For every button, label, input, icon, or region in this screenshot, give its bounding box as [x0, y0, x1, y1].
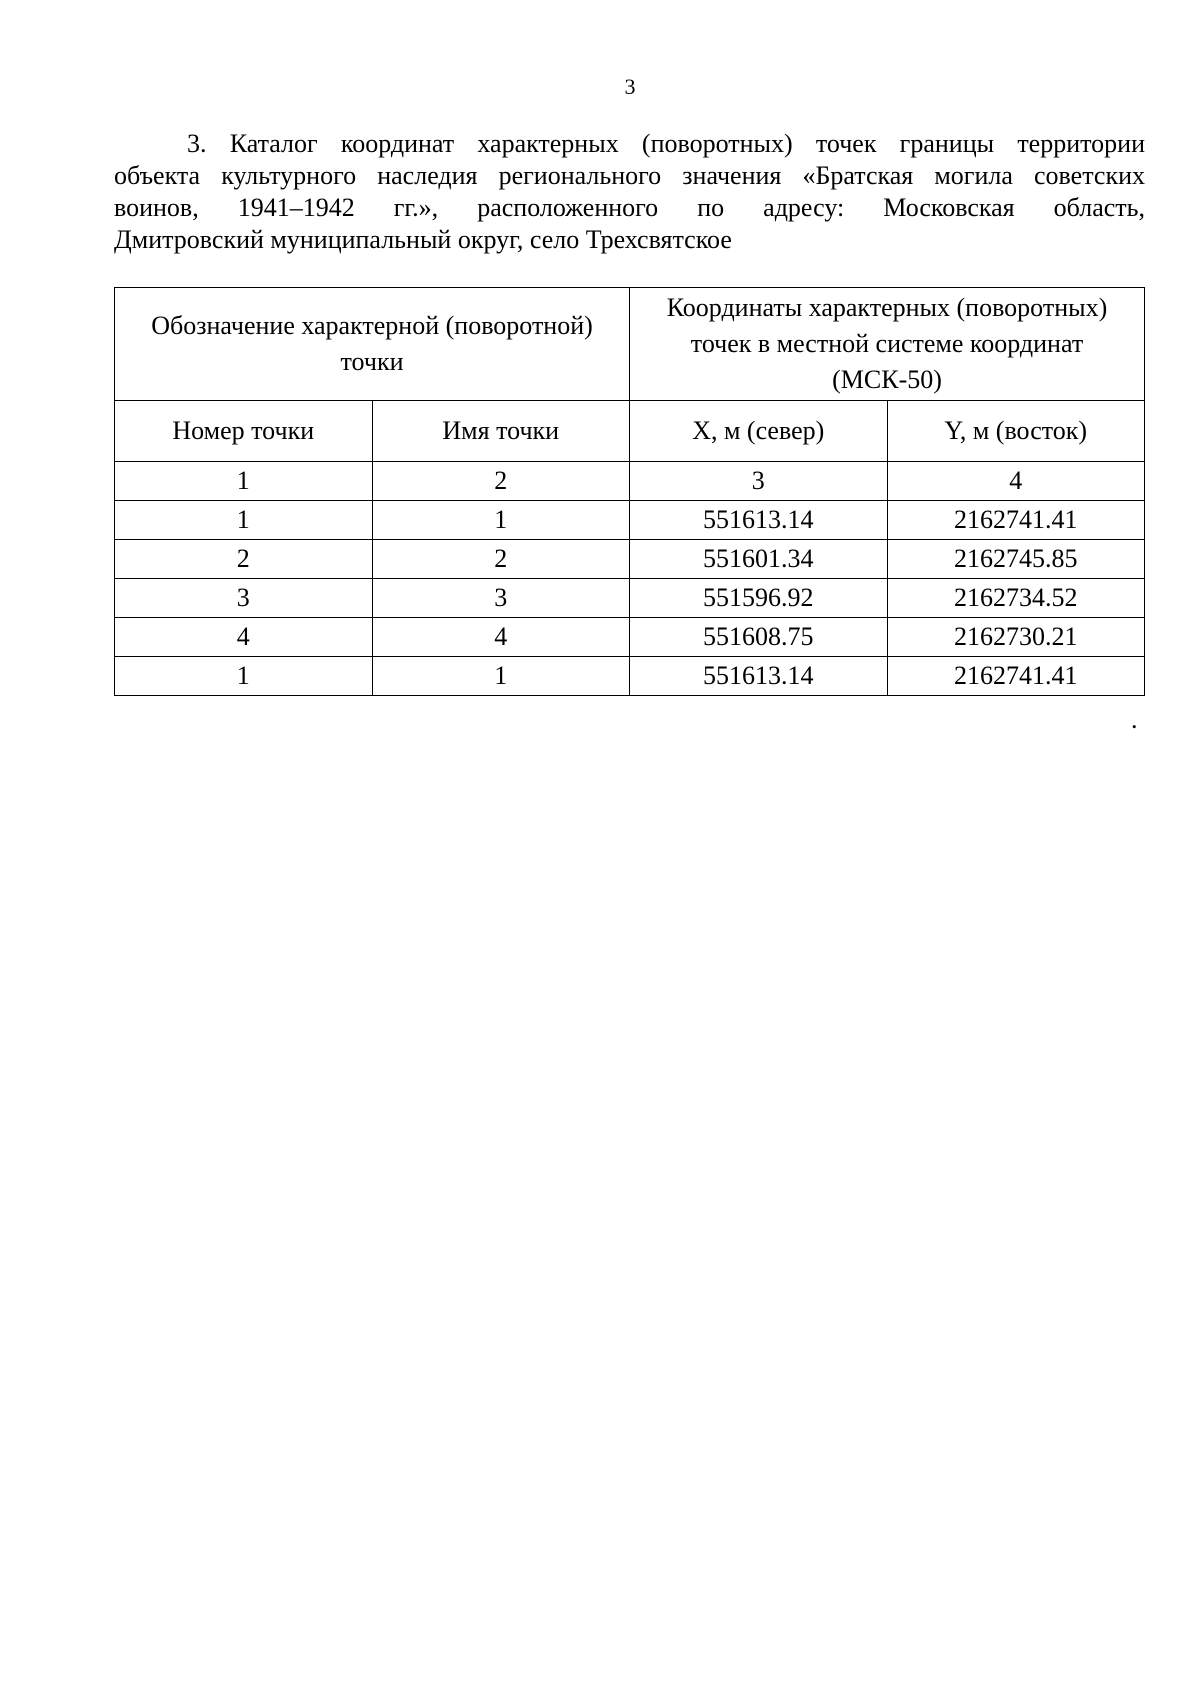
column-number: 4 — [887, 462, 1145, 501]
paragraph-line: воинов, 1941–1942 гг.», расположенного по адресу: Московская область, — [114, 193, 1145, 222]
cell-point-number: 2 — [115, 540, 373, 579]
cell-point-number: 4 — [115, 618, 373, 657]
column-number: 2 — [372, 462, 630, 501]
cell-point-name: 4 — [372, 618, 630, 657]
cell-x: 551613.14 — [630, 657, 888, 696]
column-number: 3 — [630, 462, 888, 501]
trailing-mark: . — [1131, 705, 1138, 734]
table-header-group-row — [115, 288, 1145, 401]
coordinates-table — [114, 287, 1145, 696]
header-point-designation: Обозначение характерной (поворотной) точки — [115, 288, 630, 401]
column-header-y: Y, м (восток) — [887, 401, 1145, 462]
paragraph-line: 3. Каталог координат характерных (поворотных) точек границы территории — [187, 129, 1145, 158]
table-row — [115, 501, 1145, 540]
page-number: 3 — [624, 74, 636, 99]
cell-point-number: 3 — [115, 579, 373, 618]
table-row — [115, 657, 1145, 696]
paragraph-line: Дмитровский муниципальный округ, село Трехсвятское — [114, 225, 732, 254]
cell-x: 551613.14 — [630, 501, 888, 540]
catalog-heading-paragraph — [114, 128, 1145, 256]
column-number: 1 — [115, 462, 373, 501]
cell-y: 2162730.21 — [887, 618, 1145, 657]
cell-y: 2162745.85 — [887, 540, 1145, 579]
header-coordinates: Координаты характерных (поворотных) точек в местной системе координат (МСК-50) — [630, 288, 1145, 401]
table-row — [115, 618, 1145, 657]
cell-y: 2162741.41 — [887, 501, 1145, 540]
cell-point-name: 1 — [372, 657, 630, 696]
table-column-header-row — [115, 401, 1145, 462]
cell-point-name: 3 — [372, 579, 630, 618]
cell-x: 551608.75 — [630, 618, 888, 657]
paragraph-line: объекта культурного наследия регионального значения «Братская могила советских — [114, 161, 1145, 190]
column-header-point-number: Номер точки — [115, 401, 373, 462]
column-header-x: X, м (север) — [630, 401, 888, 462]
cell-x: 551596.92 — [630, 579, 888, 618]
table-column-number-row — [115, 462, 1145, 501]
cell-point-number: 1 — [115, 657, 373, 696]
cell-point-name: 2 — [372, 540, 630, 579]
cell-y: 2162741.41 — [887, 657, 1145, 696]
cell-point-number: 1 — [115, 501, 373, 540]
cell-point-name: 1 — [372, 501, 630, 540]
table-row — [115, 540, 1145, 579]
cell-y: 2162734.52 — [887, 579, 1145, 618]
column-header-point-name: Имя точки — [372, 401, 630, 462]
table-row — [115, 579, 1145, 618]
cell-x: 551601.34 — [630, 540, 888, 579]
